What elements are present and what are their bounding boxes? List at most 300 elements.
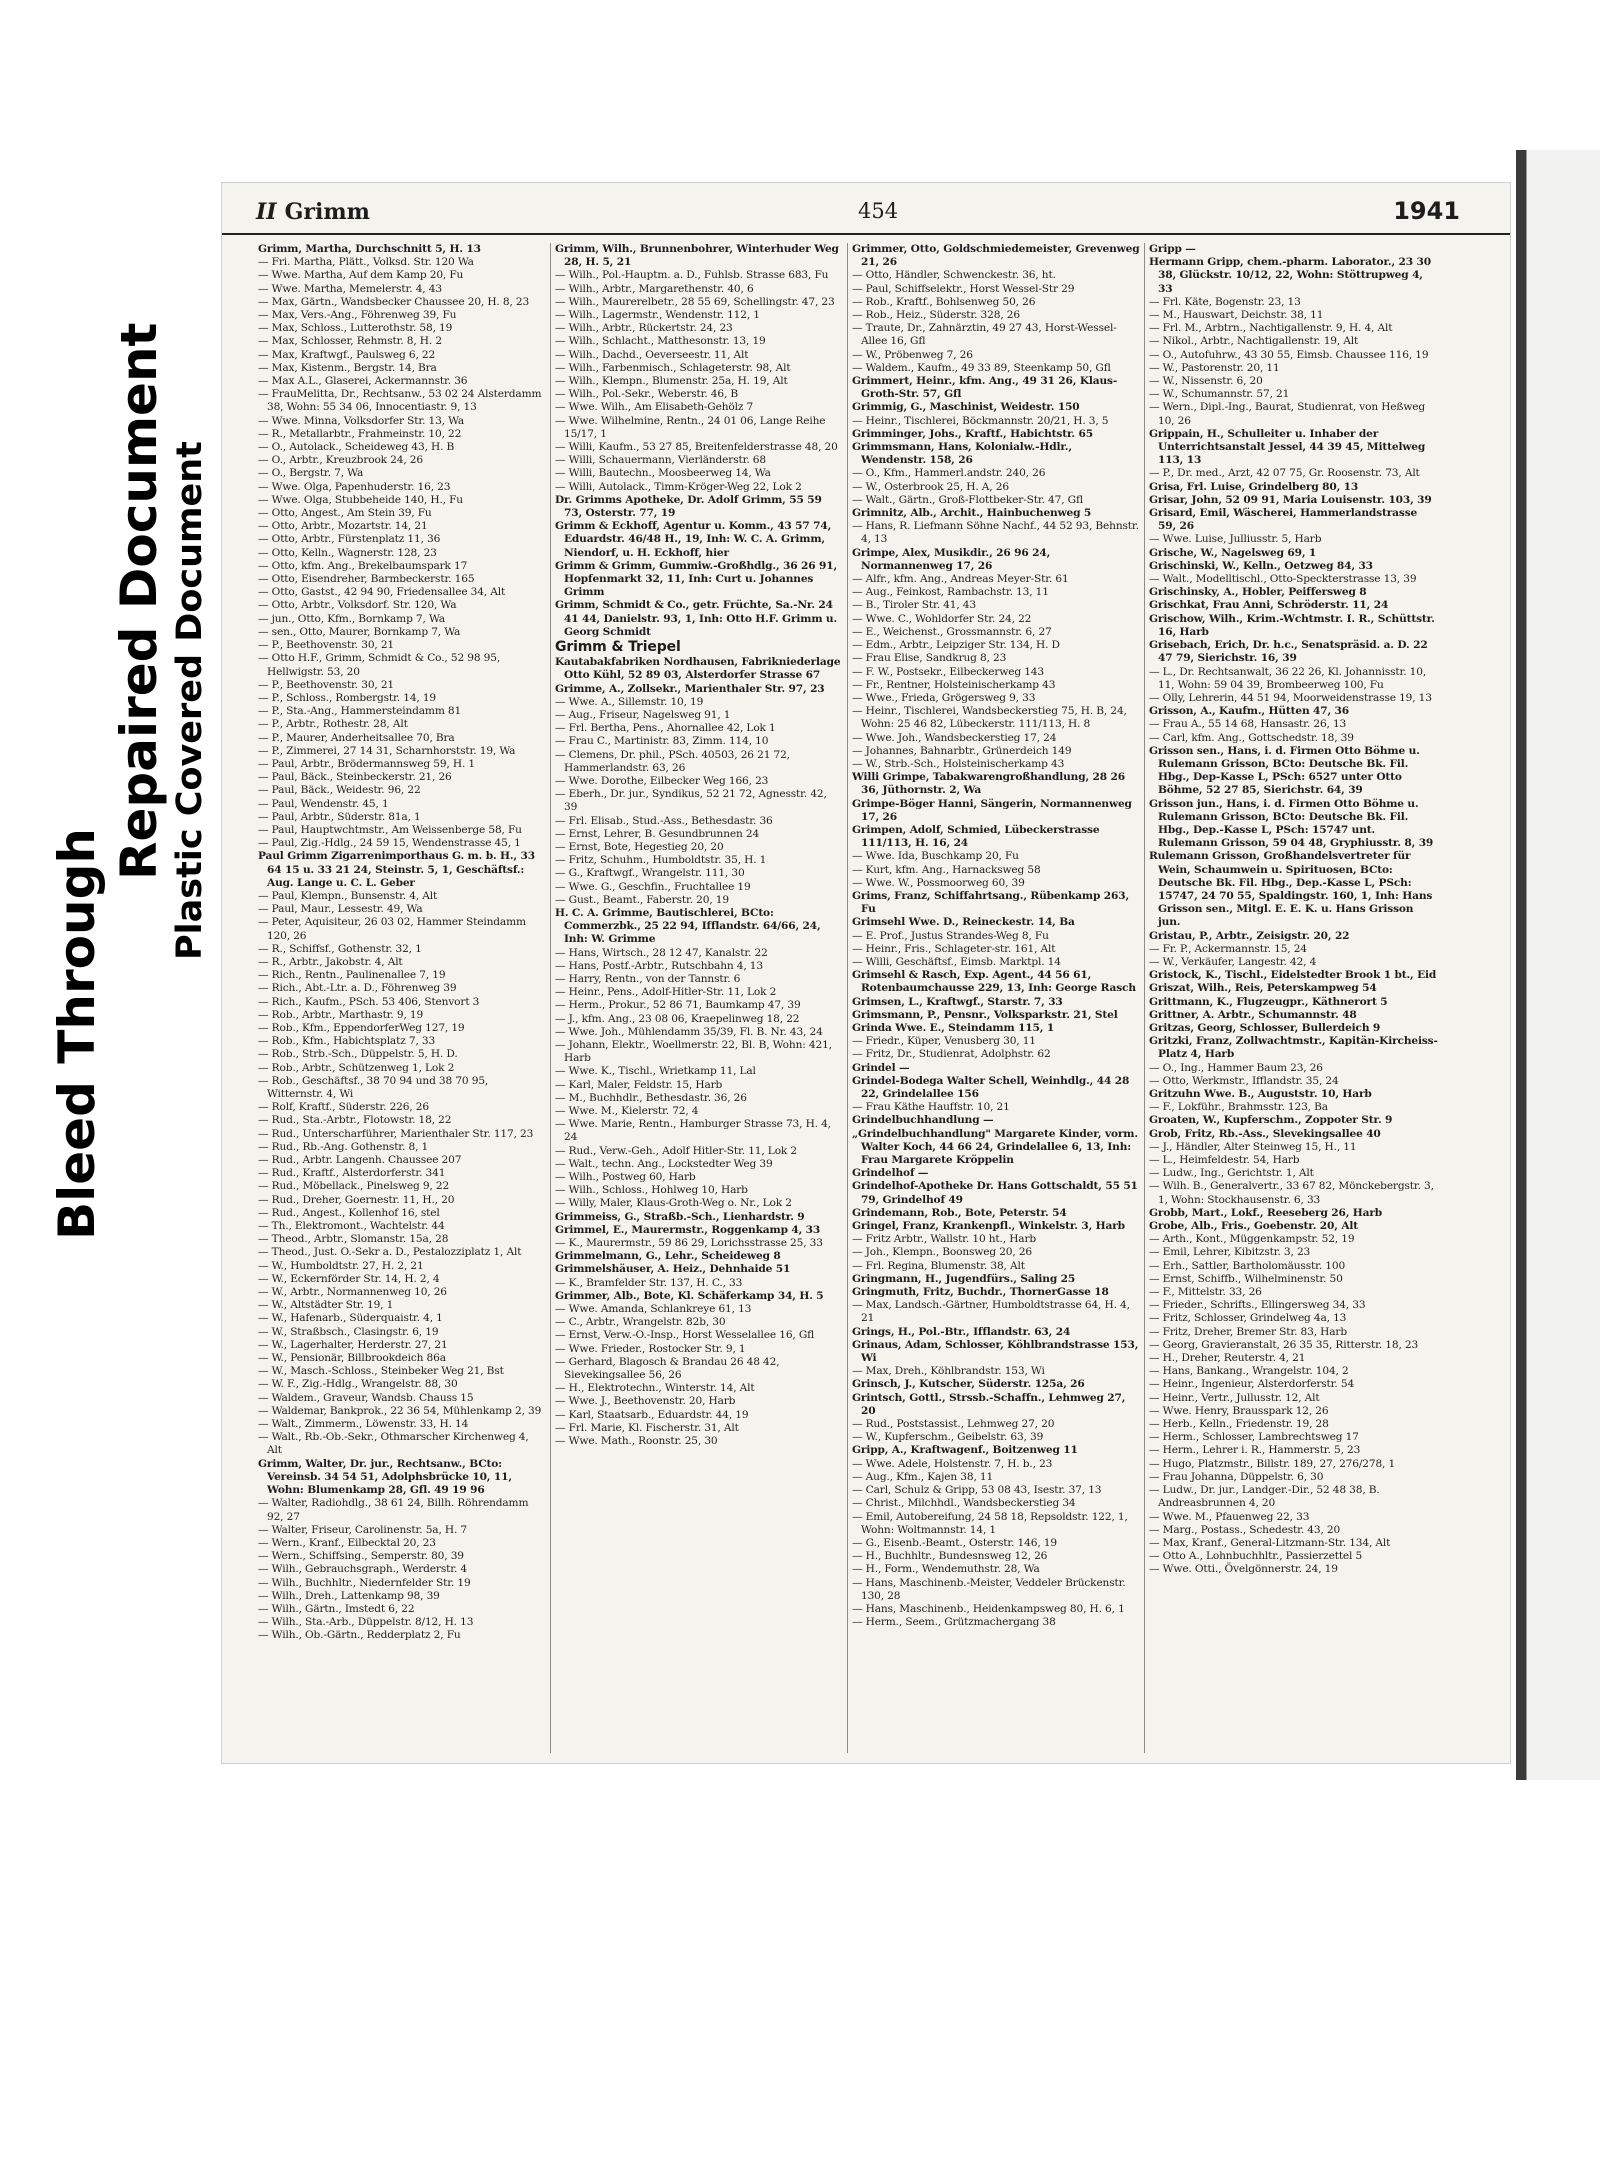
directory-entry: — Wwe. M., Pfauenweg 22, 33 [1149,1510,1310,1523]
directory-entry: Grittmann, K., Flugzeugpr., Käthnerort 5 [1149,995,1388,1008]
column-4 [1145,243,1442,1753]
directory-entry: — Wilh., Pol.-Sekr., Weberstr. 46, B [555,388,739,401]
directory-entry: — Karl, Staatsarb., Eduardstr. 44, 19 [555,1408,749,1421]
directory-entry: — Fritz, Dr., Studienrat, Adolphstr. 62 [852,1048,1051,1061]
directory-entry: — H., Form., Wendemuthstr. 28, Wa [852,1563,1040,1576]
directory-entry: — Rolf, Kraftf., Süderstr. 226, 26 [258,1101,429,1114]
directory-entry: Grippain, H., Schulleiter u. Inhaber der Unterrichtsanstalt Jessel, 44 39 45, Mittelweg 113, 13 [1149,427,1426,467]
directory-entry: Hermann Gripp, chem.-pharm. Laborator., 23 30 38, Glückstr. 10/12, 22, Wohn: Stöttrupweg 4, 33 [1149,256,1431,295]
directory-entry: — Clemens, Dr. phil., PSch. 40503, 26 21 72, Hammerlandstr. 63, 26 [555,748,790,774]
directory-entry: — Max, Kraftwgf., Paulsweg 6, 22 [258,348,436,361]
directory-entry: — Walt., Zimmerm., Löwenstr. 33, H. 14 [258,1418,469,1431]
directory-entry: — FrauMelitta, Dr., Rechtsanw., 53 02 24 Alsterdamm 38, Wohn: 55 34 06, Innocentiastr. 9, 13 [258,388,542,414]
running-head [256,199,370,225]
directory-entry: — Wwe. G., Geschfin., Fruchtallee 19 [555,880,751,893]
directory-entry: — Rich., Abt.-Ltr. a. D., Föhrenweg 39 [258,982,457,995]
directory-entry: — Otto, Werkmstr., Ifflandstr. 35, 24 [1149,1074,1339,1087]
directory-entry: — P., Dr. med., Arzt, 42 07 75, Gr. Roosenstr. 73, Alt [1149,467,1420,480]
directory-entry: — Herm., Seem., Grützmachergang 38 [852,1616,1056,1629]
directory-entry: — Wwe. Olga, Stubbeheide 140, H., Fu [258,493,463,506]
directory-entry: — Herm., Lehrer i. R., Hammerstr. 5, 23 [1149,1444,1361,1457]
directory-entry: — Rud., Möbellack., Pinelsweg 9, 22 [258,1180,450,1193]
directory-entry: — Rud., Kraftf., Alsterdorferstr. 341 [258,1167,446,1180]
directory-entry: — Johannes, Bahnarbtr., Grünerdeich 149 [852,744,1072,757]
directory-entry: — Wilh., Schlacht., Matthesonstr. 13, 19 [555,335,766,348]
directory-entry: — Paul, Wendenstr. 45, 1 [258,797,389,810]
directory-entry: — Wilh., Gärtn., Imstedt 6, 22 [258,1602,415,1615]
directory-entry: — Ludw., Ing., Gerichtstr. 1, Alt [1149,1167,1314,1180]
directory-entry: — Fr. P., Ackermannstr. 15, 24 [1149,942,1307,955]
directory-entry: — Wwe. Amanda, Schlankreye 61, 13 [555,1303,752,1316]
directory-entry: — Walt., Modelltischl., Otto-Speckterstrasse 13, 39 [1149,573,1417,586]
directory-entry: — Rud., Sta.-Arbtr., Flotowstr. 18, 22 [258,1114,452,1127]
directory-entry: — Rud., Unterscharführer, Marienthaler Str. 117, 23 [258,1127,534,1140]
directory-entry: — Rud., Poststassist., Lehmweg 27, 20 [852,1418,1055,1431]
directory-entry: — Wwe., Frieda, Grögersweg 9, 33 [852,691,1036,704]
directory-entry: — Wwe. W., Possmoorweg 60, 39 [852,876,1025,889]
directory-entry: Grimm, Schmidt & Co., getr. Früchte, Sa.-Nr. 24 41 44, Danielstr. 93, 1, Inh: Otto H.F. Grimm u. Georg Schmidt [555,599,838,638]
directory-entry: — Wwe. Otti., Övelgönnerstr. 24, 19 [1149,1563,1338,1576]
directory-entry: — G., Kraftwgf., Wrangelstr. 111, 30 [555,867,745,880]
directory-entry: — Paul, Bäck., Steinbeckerstr. 21, 26 [258,771,452,784]
column-1 [254,243,551,1753]
directory-entry: — Otto, Händler, Schwenckestr. 36, ht. [852,269,1056,282]
directory-entry: — M., Buchhdlr., Bethesdastr. 36, 26 [555,1091,747,1104]
directory-entry: — Fritz, Dreher, Bremer Str. 83, Harb [1149,1325,1347,1338]
directory-entry: — Herm., Schlosser, Lambrechtsweg 17 [1149,1431,1359,1444]
directory-entry: — E. Prof., Justus Strandes-Weg 8, Fu [852,929,1049,942]
directory-entry: Gripp, A., Kraftwagenf., Boitzenweg 11 [852,1444,1078,1457]
directory-entry: — Waldem., Kaufm., 49 33 89, Steenkamp 50, Gfl [852,361,1111,374]
directory-entry: Gristock, K., Tischl., Eidelstedter Brook 1 bt., Eid [1149,969,1437,982]
directory-entry: Grinaus, Adam, Schlosser, Köhlbrandstrasse 153, Wi [852,1338,1139,1365]
directory-entry: Willi Grimpe, Tabakwarengroßhandlung, 28 26 36, Jüthornstr. 2, Wa [852,771,1125,797]
directory-entry: — Wilh., Dachd., Oeverseestr. 11, Alt [555,348,749,361]
directory-entry: — Hugo, Platzmstr., Billstr. 189, 27, 276/278, 1 [1149,1457,1396,1470]
directory-entry: — Max A.L., Glaserei, Ackermannstr. 36 [258,375,468,388]
directory-entry: — Karl, Maler, Feldstr. 15, Harb [555,1078,723,1091]
directory-entry: — W., Osterbrook 25, H. A, 26 [852,480,1009,493]
directory-entry: — Rob., Kfm., EppendorferWeg 127, 19 [258,1021,465,1034]
directory-entry: — Rob., Kfm., Habichtsplatz 7, 33 [258,1035,436,1048]
directory-entry: — Wilh., Dreh., Lattenkamp 98, 39 [258,1589,440,1602]
directory-entry: — Wilh., Farbenmisch., Schlageterstr. 98, Alt [555,361,791,374]
directory-entry: — O., Ing., Hammer Baum 23, 26 [1149,1061,1323,1074]
directory-entry: — Heinr., Vertr., Jullusstr. 12, Alt [1149,1391,1320,1404]
directory-entry: — Wilh., Arbtr., Rückertstr. 24, 23 [555,322,733,335]
directory-entry: — Marg., Postass., Schedestr. 43, 20 [1149,1523,1341,1536]
directory-entry: — Wilh., Arbtr., Margarethenstr. 40, 6 [555,282,754,295]
directory-entry: Gringel, Franz, Krankenpfl., Winkelstr. 3, Harb [852,1220,1125,1233]
directory-entry: — Heinr., Tischlerei, Böckmannstr. 20/21, H. 3, 5 [852,414,1109,427]
directory-entry: Groaten, W., Kupferschm., Zoppoter Str. 9 [1149,1114,1393,1127]
directory-entry: — W., Masch.-Schloss., Steinbeker Weg 21, Bst [258,1365,504,1378]
directory-entry: Grimpe-Böger Hanni, Sängerin, Normannenweg 17, 26 [852,797,1132,823]
directory-entry: Grimsehl & Rasch, Exp. Agent., 44 56 61, Rotenbaumchausse 229, 13, Inh: George Rasch [852,969,1136,995]
directory-entry: — Ernst, Schiffb., Wilhelminenstr. 50 [1149,1272,1343,1285]
directory-entry: Grimmelmann, G., Lehr., Scheideweg 8 [555,1250,781,1263]
directory-entry: — Wilh., Ob.-Gärtn., Redderplatz 2, Fu [258,1629,461,1642]
directory-entry: Grindel — [852,1061,910,1074]
directory-entry: — Hans, R. Liefmann Söhne Nachf., 44 52 93, Behnstr. 4, 13 [852,520,1139,546]
directory-entry: — W., Pensionär, Billbrookdeich 86a [258,1352,446,1365]
directory-entry: Grinda Wwe. E., Steindamm 115, 1 [852,1021,1055,1034]
directory-entry: — Paul, Hauptwchtmstr., Am Weissenberge 58, Fu [258,823,522,836]
directory-entry: Rulemann Grisson, Großhandelsvertreter für Wein, Schaumwein u. Spirituosen, BCto: Deutsche Bk. Fil. Hbg., Dep.-Kasse L, PSch: 15747, 24 70 55, Spaldingstr. 160, 1, Inh: Hans Grisson sen., Mitgl. E. E. K. u. Hans Grisson jun. [1149,850,1433,929]
directory-entry: — B., Tiroler Str. 41, 43 [852,599,976,612]
directory-entry: Grimsmann, P., Pensnr., Volksparkstr. 21, Stel [852,1008,1118,1021]
directory-entry: — Emil, Autobereifung, 24 58 18, Repsoldstr. 122, 1, Wohn: Woltmannstr. 14, 1 [852,1510,1128,1536]
directory-entry: — Wilh., Sta.-Arb., Düppelstr. 8/12, H. 13 [258,1616,474,1629]
directory-entry: — Frl. Elisab., Stud.-Ass., Bethesdastr. 36 [555,814,773,827]
directory-entry: Grindelbuchhandlung — [852,1114,994,1127]
directory-entry: Grischkat, Frau Anni, Schröderstr. 11, 24 [1149,599,1389,612]
directory-entry: — Wern., Schiffsing., Semperstr. 80, 39 [258,1550,464,1563]
directory-entry: — Wwe. C., Wohldorfer Str. 24, 22 [852,612,1032,625]
directory-entry: Grobb, Mart., Lokf., Reeseberg 26, Harb [1149,1206,1383,1219]
directory-entry: — Wwe. Frieder., Rostocker Str. 9, 1 [555,1342,746,1355]
directory-entry: — Max, Kistenm., Bergstr. 14, Bra [258,361,437,374]
directory-entry: — Carl, kfm. Ang., Gottschedstr. 18, 39 [1149,731,1354,744]
directory-entry: — Walt., Gärtn., Groß-Flottbeker-Str. 47, Gfl [852,493,1083,506]
label-plastic-covered-document: Plastic Covered Document [170,441,210,960]
directory-entry: — Otto, Eisendreher, Barmbeckerstr. 165 [258,573,475,586]
directory-entry: Grindel-Bodega Walter Schell, Weinhdlg., 44 28 22, Grindelallee 156 [852,1074,1130,1100]
directory-entry: — Max, Vers.-Ang., Föhrenweg 39, Fu [258,309,457,322]
directory-entry: — Waldem., Graveur, Wandsb. Chauss 15 [258,1391,474,1404]
directory-entry: Grings, H., Pol.-Btr., Ifflandstr. 63, 24 [852,1325,1071,1338]
directory-entry: — Rud., Angest., Kollenhof 16, stel [258,1206,440,1219]
directory-entry: — Paul, Arbtr., Süderstr. 81a, 1 [258,810,421,823]
directory-entry: — Nikol., Arbtr., Nachtigallenstr. 19, Alt [1149,335,1359,348]
directory-entry: Gristau, P., Arbtr., Zeisigstr. 20, 22 [1149,929,1350,942]
directory-entry: — G., Eisenb.-Beamt., Osterstr. 146, 19 [852,1536,1057,1549]
directory-entry: — Christ., Milchhdl., Wandsbeckerstieg 34 [852,1497,1076,1510]
directory-entry: Grimpe, Alex, Musikdir., 26 96 24, Normannenweg 17, 26 [852,546,1051,572]
directory-entry: — H., Elektrotechn., Winterstr. 14, Alt [555,1382,755,1395]
directory-entry: — Wwe. Wilh., Am Elisabeth-Gehölz 7 [555,401,754,414]
directory-entry: — Wwe. Joh., Mühlendamm 35/39, Fl. B. Nr. 43, 24 [555,1025,823,1038]
directory-entry: — Rob., Arbtr., Marthastr. 9, 19 [258,1008,424,1021]
directory-entry: H. C. A. Grimme, Bautischlerei, BCto: Commerzbk., 25 22 94, Ifflandstr. 64/66, 24, Inh: W. Grimme [555,906,821,946]
directory-entry: — Johann, Elektr., Woellmerstr. 22, Bl. B, Wohn: 421, Harb [555,1038,832,1065]
directory-entry: — Kurt, kfm. Ang., Harnacksweg 58 [852,863,1041,876]
directory-entry: — Otto, Angest., Am Stein 39, Fu [258,507,432,520]
column-2 [551,243,848,1753]
directory-entry: — W., Strb.-Sch., Holsteinischerkamp 43 [852,757,1065,770]
directory-entry: — P., Sta.-Ang., Hammersteindamm 81 [258,705,462,718]
directory-entry: — Max, Gärtn., Wandsbecker Chaussee 20, H. 8, 23 [258,295,530,308]
directory-entry: — P., Beethovenstr. 30, 21 [258,639,395,652]
directory-entry: — Otto H.F., Grimm, Schmidt & Co., 52 98 95, Hellwigstr. 53, 20 [258,652,501,678]
directory-entry: — Hans, Maschinenb.-Meister, Veddeler Brückenstr. 130, 28 [852,1576,1126,1602]
directory-entry: — Peter, Aquisiteur, 26 03 02, Hammer Steindamm 120, 26 [258,916,526,942]
directory-entry: — E., Weichenst., Grossmannstr. 6, 27 [852,625,1052,638]
directory-entry: — P., Arbtr., Rothestr. 28, Alt [258,718,408,731]
directory-entry: Paul Grimm Zigarrenimporthaus G. m. b. H., 33 64 15 u. 33 21 24, Steinstr. 5, 1, Geschäftsf.: Aug. Lange u. C. L. Geber [258,850,535,889]
directory-entry: — Theod., Just. O.-Sekr a. D., Pestalozziplatz 1, Alt [258,1246,522,1259]
directory-entry: — Wwe. Ida, Buschkamp 20, Fu [852,850,1019,863]
directory-entry: — Wwe. K., Tischl., Wrietkamp 11, Lal [555,1065,756,1078]
directory-entry: — Traute, Dr., Zahnärztin, 49 27 43, Horst-Wessel-Allee 16, Gfl [852,322,1117,348]
directory-entry: — Wwe. Minna, Volksdorfer Str. 13, Wa [258,414,465,427]
directory-entry: — Wwe. Math., Roonstr. 25, 30 [555,1435,718,1448]
directory-entry: — Otto, Gastst., 42 94 90, Friedensallee 34, Alt [258,586,506,599]
directory-entry: Gritzuhn Wwe. B., Auguststr. 10, Harb [1149,1088,1372,1100]
directory-entry: Gringmann, H., Jugendfürs., Saling 25 [852,1272,1076,1285]
directory-entry: — K., Bramfelder Str. 137, H. C., 33 [555,1276,743,1289]
directory-entry: — Aug., Feinkost, Rambachstr. 13, 11 [852,586,1049,599]
directory-entry: Grimpen, Adolf, Schmied, Lübeckerstrasse 111/113, H. 16, 24 [852,823,1100,850]
directory-entry: — Rud., Rb.-Ang. Gothenstr. 8, 1 [258,1140,429,1153]
directory-entry: Grischinski, W., Kelln., Oetzweg 84, 33 [1149,559,1373,572]
directory-entry: — Frieder., Schrifts., Ellingersweg 34, 33 [1149,1299,1366,1312]
directory-entry: — Heinr., Tischlerei, Wandsbeckerstieg 75, H. B, 24, Wohn: 25 46 82, Lübeckerstr. 111/113, H. 8 [852,705,1127,731]
directory-entry: — Wwe. J., Beethovenstr. 20, Harb [555,1395,736,1408]
directory-entry: — Max, Schlosser, Rehmstr. 8, H. 2 [258,335,442,348]
directory-entry: Grinsch, J., Kutscher, Süderstr. 125a, 26 [852,1378,1085,1391]
directory-entry: — Walter, Friseur, Carolinenstr. 5a, H. 7 [258,1523,467,1536]
directory-entry: Grindelhof — [852,1167,929,1180]
directory-entry: — Heinr., Pens., Adolf-Hitler-Str. 11, Lok 2 [555,986,777,999]
directory-entry: — Frau Johanna, Düppelstr. 6, 30 [1149,1470,1324,1483]
directory-entry: Grisar, John, 52 09 91, Maria Louisenstr. 103, 39 [1149,493,1432,506]
directory-entry: — R., Schiffsf., Gothenstr. 32, 1 [258,942,422,955]
directory-entry: — F., Mittelstr. 33, 26 [1149,1286,1262,1299]
directory-entry: — Wwe. Marie, Rentn., Hamburger Strasse 73, H. 4, 24 [555,1118,831,1144]
directory-entry: — Willi, Schauermann, Vierländerstr. 68 [555,454,766,467]
directory-entry: — Herm., Prokur., 52 86 71, Baumkamp 47, 39 [555,999,801,1012]
directory-entry: Grimm, Walter, Dr. jur., Rechtsanw., BCto: Vereinsb. 34 54 51, Adolphsbrücke 10, 11, Wohn: Blumenkamp 28, Gfl. 49 19 96 [258,1457,512,1497]
directory-entry: — Wwe. Wilhelmine, Rentn., 24 01 06, Lange Reihe 15/17, 1 [555,414,826,440]
directory-entry: — Heinr., Ingenieur, Alsterdorferstr. 54 [1149,1378,1355,1391]
year: 1941 [1393,197,1460,225]
directory-entry: — Wilh., Postweg 60, Harb [555,1171,696,1184]
directory-entry: — Frau Elise, Sandkrug 8, 23 [852,652,1007,665]
directory-entry: Grischinsky, A., Hobler, Peiffersweg 8 [1149,586,1367,599]
directory-entry: — Otto, Arbtr., Mozartstr. 14, 21 [258,520,428,533]
directory-entry: Grindelhof-Apotheke Dr. Hans Gottschaldt, 55 51 79, Grindelhof 49 [852,1180,1138,1206]
directory-entry: — Paul, Zig.-Hdlg., 24 59 15, Wendenstrasse 45, 1 [258,837,521,850]
directory-entry: — Herb., Kelln., Friedenstr. 19, 28 [1149,1418,1329,1431]
directory-entry: — Otto, Arbtr., Volksdorf. Str. 120, Wa [258,599,457,612]
section-number: II [256,199,277,225]
directory-entry: Grobe, Alb., Fris., Goebenstr. 20, Alt [1149,1220,1359,1233]
directory-entry: — Edm., Arbtr., Leipziger Str. 134, H. D [852,639,1060,652]
directory-entry: — O., Bergstr. 7, Wa [258,467,364,480]
directory-entry: — Willi, Bautechn., Moosbeerweg 14, Wa [555,467,771,480]
directory-entry: — H., Dreher, Reuterstr. 4, 21 [1149,1352,1306,1365]
directory-entry: — O., Autofuhrw., 43 30 55, Eimsb. Chaussee 116, 19 [1149,348,1429,361]
directory-entry: — W., Nissenstr. 6, 20 [1149,375,1263,388]
running-head-name: Grimm [284,199,370,225]
column-3 [848,243,1145,1753]
directory-entry: — Otto, Kelln., Wagnerstr. 128, 23 [258,546,437,559]
directory-entry: Grisebach, Erich, Dr. h.c., Senatspräsid. a. D. 22 47 79, Sierichstr. 16, 39 [1149,639,1428,665]
directory-entry: — Olly, Lehrerin, 44 51 94, Moorweidenstrasse 19, 13 [1149,691,1432,704]
directory-entry: — Walt., techn. Ang., Lockstedter Weg 39 [555,1157,773,1170]
directory-entry: — Erh., Sattler, Bartholomäusstr. 100 [1149,1259,1346,1272]
directory-entry: Griszat, Wilh., Reis, Peterskampweg 54 [1149,982,1377,995]
directory-entry: — Joh., Klempn., Boonsweg 20, 26 [852,1246,1033,1259]
directory-entry: — Paul, Klempn., Bunsenstr. 4, Alt [258,889,438,902]
directory-entry: — Rud., Verw.-Geh., Adolf Hitler-Str. 11, Lok 2 [555,1144,797,1157]
directory-entry: Grob, Fritz, Rb.-Ass., Slevekingsallee 40 [1149,1127,1381,1140]
directory-entry: — Th., Elektromont., Wachtelstr. 44 [258,1220,445,1233]
book-spine-shadow [1516,150,1526,1780]
directory-entry: — Rud., Dreher, Goernestr. 11, H., 20 [258,1193,455,1206]
directory-entry: — Frl. Käte, Bogenstr. 23, 13 [1149,295,1301,308]
directory-entry: — L., Dr. Rechtsanwalt, 36 22 26, Kl. Johannisstr. 10, 11, Wohn: 59 04 39, Brombeerweg 100, Fu [1149,665,1427,691]
directory-entry: — H., Buchhltr., Bundesnsweg 12, 26 [852,1550,1048,1563]
directory-entry: — Wilh., Maurerelbetr., 28 55 69, Schellingstr. 47, 23 [555,295,835,308]
directory-entry: — Waldemar, Bankprok., 22 36 54, Mühlenkamp 2, 39 [258,1404,542,1417]
directory-entry: — W., Humboldtstr. 27, H. 2, 21 [258,1259,424,1272]
directory-entry: — Wern., Kranf., Eilbecktal 20, 23 [258,1536,436,1549]
label-repaired-document: Repaired Document [110,322,168,880]
directory-entry: — Heinr., Fris., Schlageter-str. 161, Alt [852,942,1056,955]
directory-entry: — Max, Dreh., Köhlbrandstr. 153, Wi [852,1365,1045,1378]
directory-entry: — Georg, Gravieranstalt, 26 35 35, Ritterstr. 18, 23 [1149,1338,1419,1351]
directory-entry: — Hans, Postf.-Arbtr., Rutschbahn 4, 13 [555,959,763,972]
directory-entry: — Gerhard, Blagosch & Brandau 26 48 42, Sievekingsallee 56, 26 [555,1355,780,1382]
directory-entry: — Rich., Rentn., Paulinenallee 7, 19 [258,969,446,982]
side-labels [40,160,220,1260]
directory-entry: — Fr., Rentner, Holsteinischerkamp 43 [852,678,1056,691]
directory-entry: — Arth., Kont., Müggenkampstr. 52, 19 [1149,1233,1355,1246]
directory-entry: — C., Arbtr., Wrangelstr. 82b, 30 [555,1316,726,1329]
directory-entry: Grimmer, Alb., Bote, Kl. Schäferkamp 34, H. 5 [555,1289,824,1302]
directory-entry: — R., Metallarbtr., Frahmeinstr. 10, 22 [258,427,462,440]
directory-entry: — Wilh., Klempn., Blumenstr. 25a, H. 19, Alt [555,375,788,388]
directory-entry: — J., kfm. Ang., 23 08 06, Kraepelinweg 18, 22 [555,1012,800,1025]
directory-entry: Grittner, A. Arbtr., Schumannstr. 48 [1149,1008,1357,1021]
directory-entry: — F. W., Postsekr., Eilbeckerweg 143 [852,665,1044,678]
directory-entry: Grims, Franz, Schiffahrtsang., Rübenkamp 263, Fu [852,889,1129,916]
directory-entry: Dr. Grimms Apotheke, Dr. Adolf Grimm, 55 59 73, Osterstr. 77, 19 [555,493,822,520]
directory-entry: — W., Altstädter Str. 19, 1 [258,1299,394,1312]
directory-entry: — Frl. Bertha, Pens., Ahornallee 42, Lok 1 [555,722,776,735]
directory-entry: — P., Maurer, Anderheitsallee 70, Bra [258,731,455,744]
directory-entry: — Otto A., Lohnbuchhltr., Passierzettel 5 [1149,1550,1363,1563]
directory-entry: — Wilh. B., Generalvertr., 33 67 82, Mönckebergstr. 3, 1, Wohn: Stockhausenstr. 6, 33 [1149,1180,1434,1206]
directory-entry: — Eberh., Dr. jur., Syndikus, 52 21 72, Agnesstr. 42, 39 [555,788,827,814]
directory-entry: — Ernst, Verw.-O.-Insp., Horst Wesselallee 16, Gfl [555,1329,815,1342]
directory-entry: — J., Händler, Alter Steinweg 15, H., 11 [1149,1140,1357,1153]
directory-page [222,183,1510,1763]
directory-entry: Grimmert, Heinr., kfm. Ang., 49 31 26, Klaus-Groth-Str. 57, Gfl [852,375,1118,401]
directory-entry: Grimm, Wilh., Brunnenbohrer, Winterhuder Weg 28, H. 5, 21 [555,243,839,269]
directory-entry: Grisard, Emil, Wäscherei, Hammerlandstrasse 59, 26 [1149,507,1418,533]
directory-entry: — W., Kupferschm., Geibelstr. 63, 39 [852,1431,1044,1444]
directory-entry: — P., Schloss., Rombergstr. 14, 19 [258,691,437,704]
directory-entry: — Emil, Lehrer, Kibitzstr. 3, 23 [1149,1246,1311,1259]
directory-entry: — Harry, Rentn., von der Tannstr. 6 [555,972,741,985]
directory-entry: Grisson jun., Hans, i. d. Firmen Otto Böhme u. Rulemann Grisson, BCto: Deutsche Bk. Fil. Hbg., Dep.-Kasse L, PSch: 15747 unt. Rulemann Grisson, 59 04 48, Gryphiusstr. 8, 39 [1149,797,1434,850]
directory-entry: Grische, W., Nagelsweg 69, 1 [1149,546,1317,559]
directory-entry: — Otto, Arbtr., Fürstenplatz 11, 36 [258,533,441,546]
directory-entry: Grischow, Wilh., Krim.-Wchtmstr. I. R., Schüttstr. 16, Harb [1149,612,1435,638]
directory-entry: — Wilh., Gebrauchsgraph., Werderstr. 4 [258,1563,467,1576]
directory-entry: Grisa, Frl. Luise, Grindelberg 80, 13 [1149,480,1359,493]
directory-entry: — O., Autolack., Scheideweg 43, H. B [258,441,455,454]
directory-entry: — Walter, Radiohdlg., 38 61 24, Billh. Röhrendamm 92, 27 [258,1497,529,1523]
directory-entry: — Willi, Autolack., Timm-Kröger-Weg 22, Lok 2 [555,480,802,493]
directory-entry: — O., Arbtr., Kreuzbrook 24, 26 [258,454,423,467]
directory-entry: — sen., Otto, Maurer, Bornkamp 7, Wa [258,625,461,638]
directory-entry: Grimm & Triepel [555,639,681,656]
directory-entry: — Aug., Kfm., Kajen 38, 11 [852,1470,994,1483]
directory-entry: — W., Schumannstr. 57, 21 [1149,388,1290,401]
directory-entry: — Otto, kfm. Ang., Brekelbaumspark 17 [258,559,468,572]
directory-entry: — P., Beethovenstr. 30, 21 [258,678,395,691]
directory-entry: — Max, Kranf., General-Litzmann-Str. 134, Alt [1149,1536,1391,1549]
directory-entry: — Rob., Geschäftsf., 38 70 94 und 38 70 95, Witternstr. 4, Wi [258,1074,489,1100]
directory-entry: — Gust., Beamt., Faberstr. 20, 19 [555,893,729,906]
directory-entry: — Fri. Martha, Plätt., Volksd. Str. 120 Wa [258,256,474,269]
directory-entry: Grindemann, Rob., Bote, Peterstr. 54 [852,1206,1067,1219]
directory-entry: Grisson sen., Hans, i. d. Firmen Otto Böhme u. Rulemann Grisson, BCto: Deutsche Bk. Fil. Hbg., Dep-Kasse L, PSch: 6527 unter Otto Böhme, 52 27 85, Sierichstr. 64, 39 [1149,744,1420,797]
directory-entry: — Wwe. Adele, Holstenstr. 7, H. b., 23 [852,1457,1053,1470]
directory-entry: Gringmuth, Fritz, Buchdr., ThornerGasse 18 [852,1286,1109,1299]
directory-entry: — Ludw., Dr. jur., Landger.-Dir., 52 48 38, B. Andreasbrunnen 4, 20 [1149,1484,1380,1510]
directory-entry: — Wilh., Pol.-Hauptm. a. D., Fuhlsb. Strasse 683, Fu [555,269,829,282]
directory-entry: — Frau C., Martinistr. 83, Zimm. 114, 10 [555,735,769,748]
directory-entry: — K., Maurermstr., 59 86 29, Lorichsstrasse 25, 33 [555,1237,823,1250]
directory-entry: — Hans, Bankang., Wrangelstr. 104, 2 [1149,1365,1349,1378]
directory-entry: Grimmsmann, Hans, Kolonialw.-Hdlr., Wendenstr. 158, 26 [852,441,1072,467]
directory-entry: Grimm, Martha, Durchschnitt 5, H. 13 [258,243,481,255]
directory-entry: Grintsch, Gottl., Strssb.-Schaffn., Lehmweg 27, 20 [852,1391,1126,1417]
directory-entry: — Wwe. Olga, Papenhuderstr. 16, 23 [258,480,451,493]
directory-entry: — Alfr., kfm. Ang., Andreas Meyer-Str. 61 [852,573,1069,586]
directory-entry: — M., Hauswart, Deichstr. 38, 11 [1149,309,1324,322]
directory-entry: — Frl. M., Arbtrn., Nachtigallenstr. 9, H. 4, Alt [1149,322,1393,335]
directory-entry: Grimm & Eckhoff, Agentur u. Komm., 43 57 74, Eduardstr. 46/48 H., 19, Inh: W. C. A. Grimm, Niendorf, u. H. Eckhoff, hier [555,520,832,559]
directory-entry: — Wern., Dipl.-Ing., Baurat, Studienrat, von Heßweg 10, 26 [1149,401,1426,427]
directory-entry: — Friedr., Küper, Venusberg 30, 11 [852,1035,1036,1048]
directory-entry: — Wwe. A., Sillemstr. 10, 19 [555,695,704,708]
directory-entry: — Rud., Arbtr. Langenh. Chaussee 207 [258,1154,462,1167]
directory-entry: — Fritz Arbtr., Wallstr. 10 ht., Harb [852,1233,1036,1246]
directory-entry: — Max, Landsch.-Gärtner, Humboldtstrasse 64, H. 4, 21 [852,1299,1130,1325]
directory-entry: — Paul, Bäck., Weidestr. 96, 22 [258,784,421,797]
directory-entry: — Wwe. Martha, Auf dem Kamp 20, Fu [258,269,464,282]
directory-entry: — W., Straßbsch., Clasingstr. 6, 19 [258,1325,439,1338]
directory-entry: — jun., Otto, Kfm., Bornkamp 7, Wa [258,612,445,625]
directory-entry: — Carl, Schulz & Gripp, 53 08 43, Isestr. 37, 13 [852,1484,1102,1497]
directory-entry: — Frau Käthe Hauffstr. 10, 21 [852,1101,1010,1114]
directory-entry: — Aug., Friseur, Nagelsweg 91, 1 [555,708,731,721]
directory-entry: — W. F., Zig.-Hdlg., Wrangelstr. 88, 30 [258,1378,458,1391]
directory-entry: — W., Arbtr., Normannenweg 10, 26 [258,1286,447,1299]
directory-entry: — P., Zimmerei, 27 14 31, Scharnhorststr. 19, Wa [258,744,516,757]
directory-entry: — Rob., Heiz., Süderstr. 328, 26 [852,309,1020,322]
directory-entry: — Wwe. Luise, Julliusstr. 5, Harb [1149,533,1322,546]
directory-entry: — W., Verkäufer, Langestr. 42, 4 [1149,955,1317,968]
directory-entry: Grisson, A., Kaufm., Hütten 47, 36 [1149,705,1350,718]
directory-entry: „Grindelbuchhandlung" Margarete Kinder, vorm. Walter Koch, 44 66 24, Grindelallee 6, 13, Inh: Frau Margarete Kröppelin [852,1127,1138,1167]
directory-entry: Grimsen, L., Kraftwgf., Starstr. 7, 33 [852,995,1063,1008]
directory-entry: — Fritz, Schuhm., Humboldtstr. 35, H. 1 [555,854,767,867]
next-page-edge [1526,150,1600,1780]
page-number: 454 [858,199,899,223]
directory-entry: — Wilh., Schloss., Hohlweg 10, Harb [555,1184,748,1197]
directory-entry: Grimmig, G., Maschinist, Weidestr. 150 [852,401,1080,414]
directory-entry: — Theod., Arbtr., Slomanstr. 15a, 28 [258,1233,449,1246]
directory-entry: — Max, Schloss., Lutterothstr. 58, 19 [258,322,453,335]
directory-entry: Grimmelshäuser, A. Heiz., Dehnhaide 51 [555,1263,791,1276]
